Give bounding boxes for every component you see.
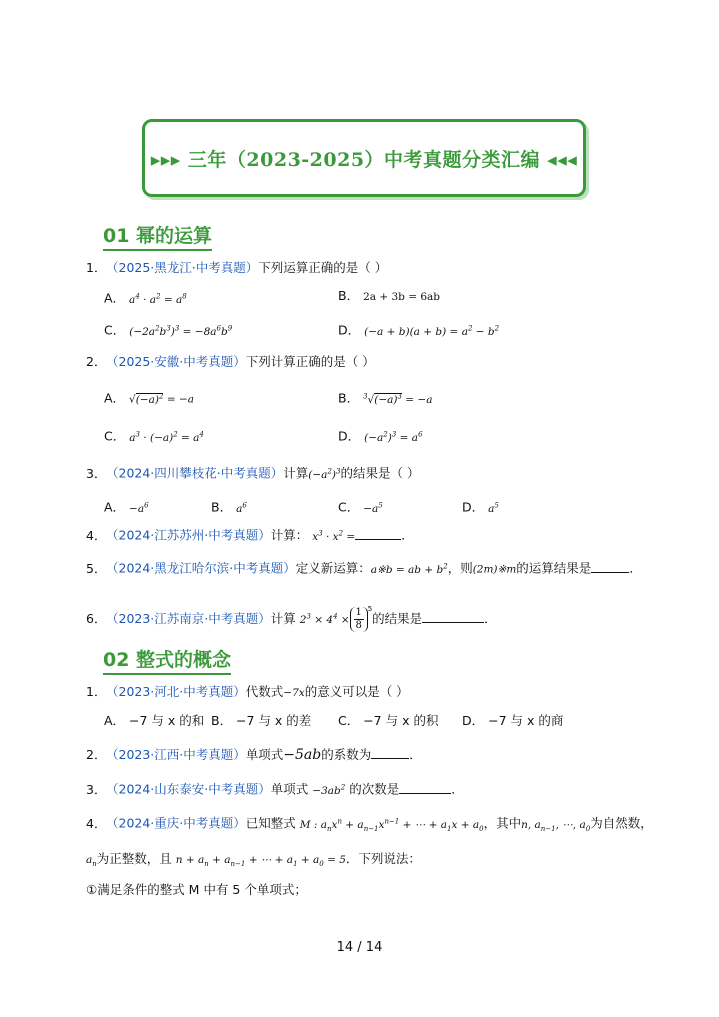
question-6: 6．（2023·江苏南京·中考真题）计算 $2^3 \times 4^4$ × $\frac{1}{8}$ $^5$的结果是 ． [86,605,497,631]
option-c: C． $(-2a^2b^3)^3 = -8a^6b^9$ [104,322,233,338]
option-c: C． $-a^5$ [338,499,383,515]
question-source: （2023·江苏南京·中考真题） [106,611,271,626]
option-d: D． $(-a + b)(a + b) = a^2 - b^2$ [338,322,500,338]
question-10: 4．（2024·重庆·中考真题）已知整式 M : $a_nx^n + a_{n-1}x^{n-1}$ + ⋯ + $a_1x + a_0$，其中n, $a_{n-1}$, ⋯, $a_0$为自然数， [86,815,653,833]
section-heading-1: 01 幂的运算 [103,224,212,251]
section-heading-2: 02 整式的概念 [103,648,231,675]
question-1: 1．（2025·黑龙江·中考真题）下列运算正确的是（ ） [86,260,388,275]
banner-title: ▸▸▸ 三年（2023-2025）中考真题分类汇编 ◂◂◂ [150,148,578,171]
question-source: （2024·黑龙江哈尔滨·中考真题） [106,560,296,576]
option-c: C． $a^3 \cdot (-a)^2 = a^4$ [104,428,204,444]
option-a: A． −7 与 x 的和 [104,713,205,728]
question-source: （2024·重庆·中考真题） [106,815,246,831]
question-source: （2025·安徽·中考真题） [106,354,246,369]
question-3: 3．（2024·四川攀枝花·中考真题）计算$(-a^2)^3$的结果是（ ） [86,465,420,481]
fraction: $\frac{1}{8}$ [350,607,368,632]
option-c: C． −7 与 x 的积 [338,713,439,728]
question-7: 1．（2023·河北·中考真题）代数式−7x的意义可以是（ ） [86,684,409,699]
option-b: B． 2a + 3b = 6ab [338,288,441,303]
question-10-statement-1: ①满足条件的整式 M 中有 5 个单项式； [86,882,307,897]
page-number: 14 / 14 [336,940,383,955]
question-source: （2025·黑龙江·中考真题） [106,260,259,275]
option-d: D． −7 与 x 的商 [462,713,564,728]
option-b: B． $a^6$ [211,499,247,515]
question-10-line-2: $a_n$为正整数，且 $n + a_n + a_{n-1}$ + ⋯ + $a_1 + a_0 = 5$．下列说法： [86,851,421,869]
title-banner [142,119,586,197]
question-source: （2024·江苏苏州·中考真题） [106,527,271,543]
question-source: （2024·山东泰安·中考真题） [106,781,271,797]
option-a: A． $√(-a)^2 = -a$ [104,390,195,406]
question-9: 3．（2024·山东泰安·中考真题）单项式 $-3ab^2$ 的次数是 ． [86,781,464,797]
question-2: 2．（2025·安徽·中考真题）下列计算正确的是（ ） [86,354,375,369]
option-b: B． −7 与 x 的差 [211,713,312,728]
option-d: D． $a^5$ [462,499,499,515]
question-4: 4．（2024·江苏苏州·中考真题）计算： $x^3 \cdot x^2$ = ． [86,527,414,543]
question-source: （2023·江西·中考真题） [106,747,246,762]
option-d: D． $(-a^2)^3 = a^6$ [338,428,423,444]
question-5: 5．（2024·黑龙江哈尔滨·中考真题）定义新运算：a※b = ab + $b^2$，则(2m)※m的运算结果是 ． [86,560,642,576]
question-source: （2024·四川攀枝花·中考真题） [106,465,284,481]
option-a: A． $a^4 \cdot a^2 = a^8$ [104,290,187,306]
option-a: A． $-a^6$ [104,499,149,515]
option-b: B． $^3√(-a)^3 = -a$ [338,390,433,406]
question-source: （2023·河北·中考真题） [106,684,246,699]
question-8: 2．（2023·江西·中考真题）单项式−5ab的系数为 ． [86,747,422,763]
